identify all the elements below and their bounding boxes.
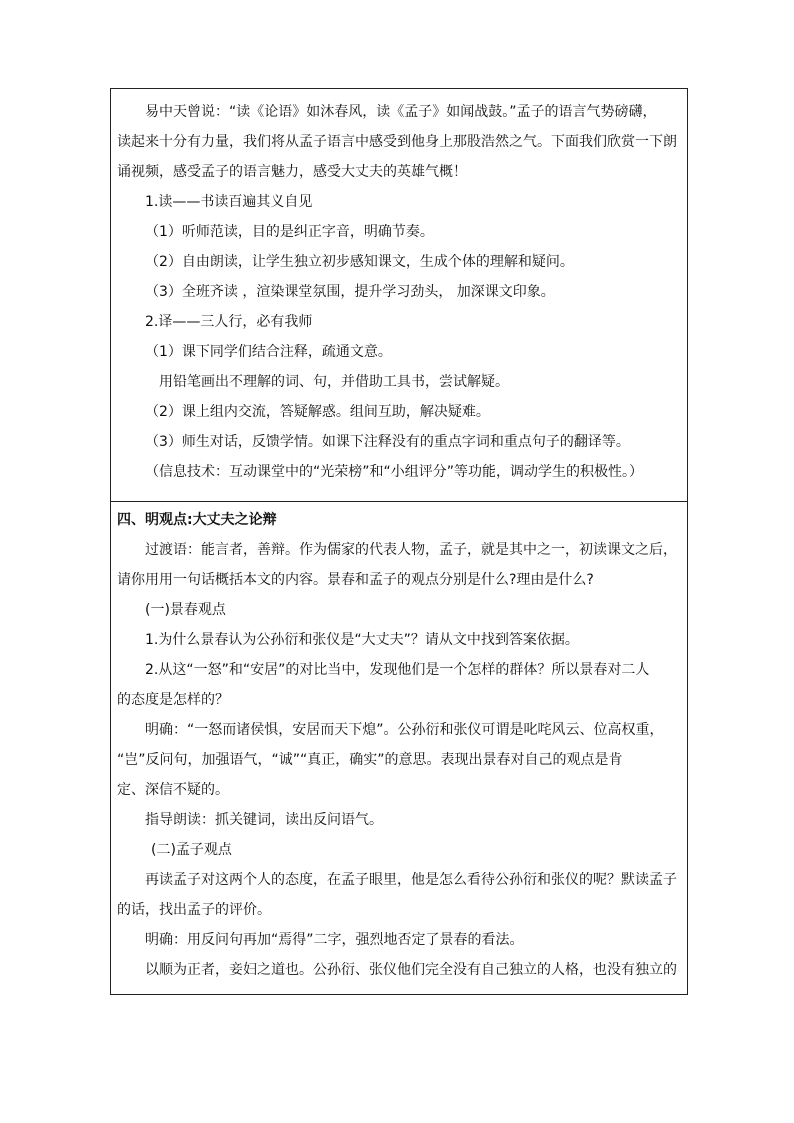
text-line: （3）全班齐读 ，渲染课堂氛围，提升学习劲头， 加深课文印象。: [145, 284, 555, 300]
text-line: 2.译——三人行，必有我师: [145, 314, 313, 330]
text-line: 读起来十分有力量，我们将从孟子语言中感受到他身上那股浩然之气。下面我们欣赏一下朗: [117, 134, 677, 150]
text-line: （信息技术：互动课堂中的“光荣榜”和“小组评分”等功能，调动学生的积极性。）: [145, 464, 644, 480]
text-line: 易中天曾说：“读《论语》如沐春风，读《孟子》如闻战鼓。”孟子的语言气势磅礴，: [145, 104, 657, 120]
text-line: 过渡语：能言者，善辩。作为儒家的代表人物，孟子，就是其中之一，初读课文之后，: [145, 542, 677, 558]
content-table: [110, 88, 688, 995]
text-line: （1）听师范读，目的是纠正字音，明确节奏。: [145, 224, 434, 240]
text-line: 指导朗读：抓关键词，读出反问语气。: [145, 812, 383, 828]
text-line: “岂”反问句，加强语气，“诚”“真正，确实”的意思。表现出景春对自己的观点是肯: [117, 752, 623, 768]
text-line: 1.为什么景春认为公孙衍和张仪是“大丈夫”？请从文中找到答案依据。: [145, 632, 579, 648]
text-line: （3）师生对话，反馈学情。如课下注释没有的重点字词和重点句子的翻译等。: [145, 434, 630, 450]
text-line: 定、深信不疑的。: [117, 782, 229, 798]
text-line: 1.读——书读百遍其义自见: [145, 194, 313, 210]
text-line: 再读孟子对这两个人的态度，在孟子眼里，他是怎么看待公孙衍和张仪的呢？默读孟子: [145, 872, 677, 888]
text-line: 诵视频，感受孟子的语言魅力，感受大丈夫的英雄气概！: [117, 164, 467, 180]
text-line: 明确：用反问句再加“焉得”二字，强烈地否定了景春的看法。: [145, 932, 524, 948]
text-line: 明确：“一怒而诸侯惧，安居而天下熄”。公孙衍和张仪可谓是叱咤风云、位高权重，: [145, 722, 664, 738]
subheading: (一)景春观点: [145, 602, 226, 618]
text-line: 请你用用一句话概括本文的内容。景春和孟子的观点分别是什么?理由是什么?: [117, 572, 594, 588]
section-divider: [111, 501, 687, 502]
text-line: 的态度是怎样的？: [117, 692, 229, 708]
section-heading: 四、明观点:大丈夫之论辩: [117, 512, 277, 528]
text-line: 的话，找出孟子的评价。: [117, 902, 271, 918]
text-line: （2）课上组内交流，答疑解惑。组间互助，解决疑难。: [145, 404, 490, 420]
text-line: （2）自由朗读，让学生独立初步感知课文，生成个体的理解和疑问。: [145, 254, 574, 270]
text-line: 2.从这“一怒”和“安居”的对比当中，发现他们是一个怎样的群体？所以景春对二人: [145, 662, 650, 678]
text-line: 以顺为正者，妾妇之道也。公孙衍、张仪他们完全没有自己独立的人格，也没有独立的: [145, 962, 677, 978]
text-line: 用铅笔画出不理解的词、句，并借助工具书，尝试解疑。: [159, 374, 509, 390]
text-line: （1）课下同学们结合注释，疏通文意。: [145, 344, 392, 360]
subheading: (二)孟子观点: [151, 842, 232, 858]
